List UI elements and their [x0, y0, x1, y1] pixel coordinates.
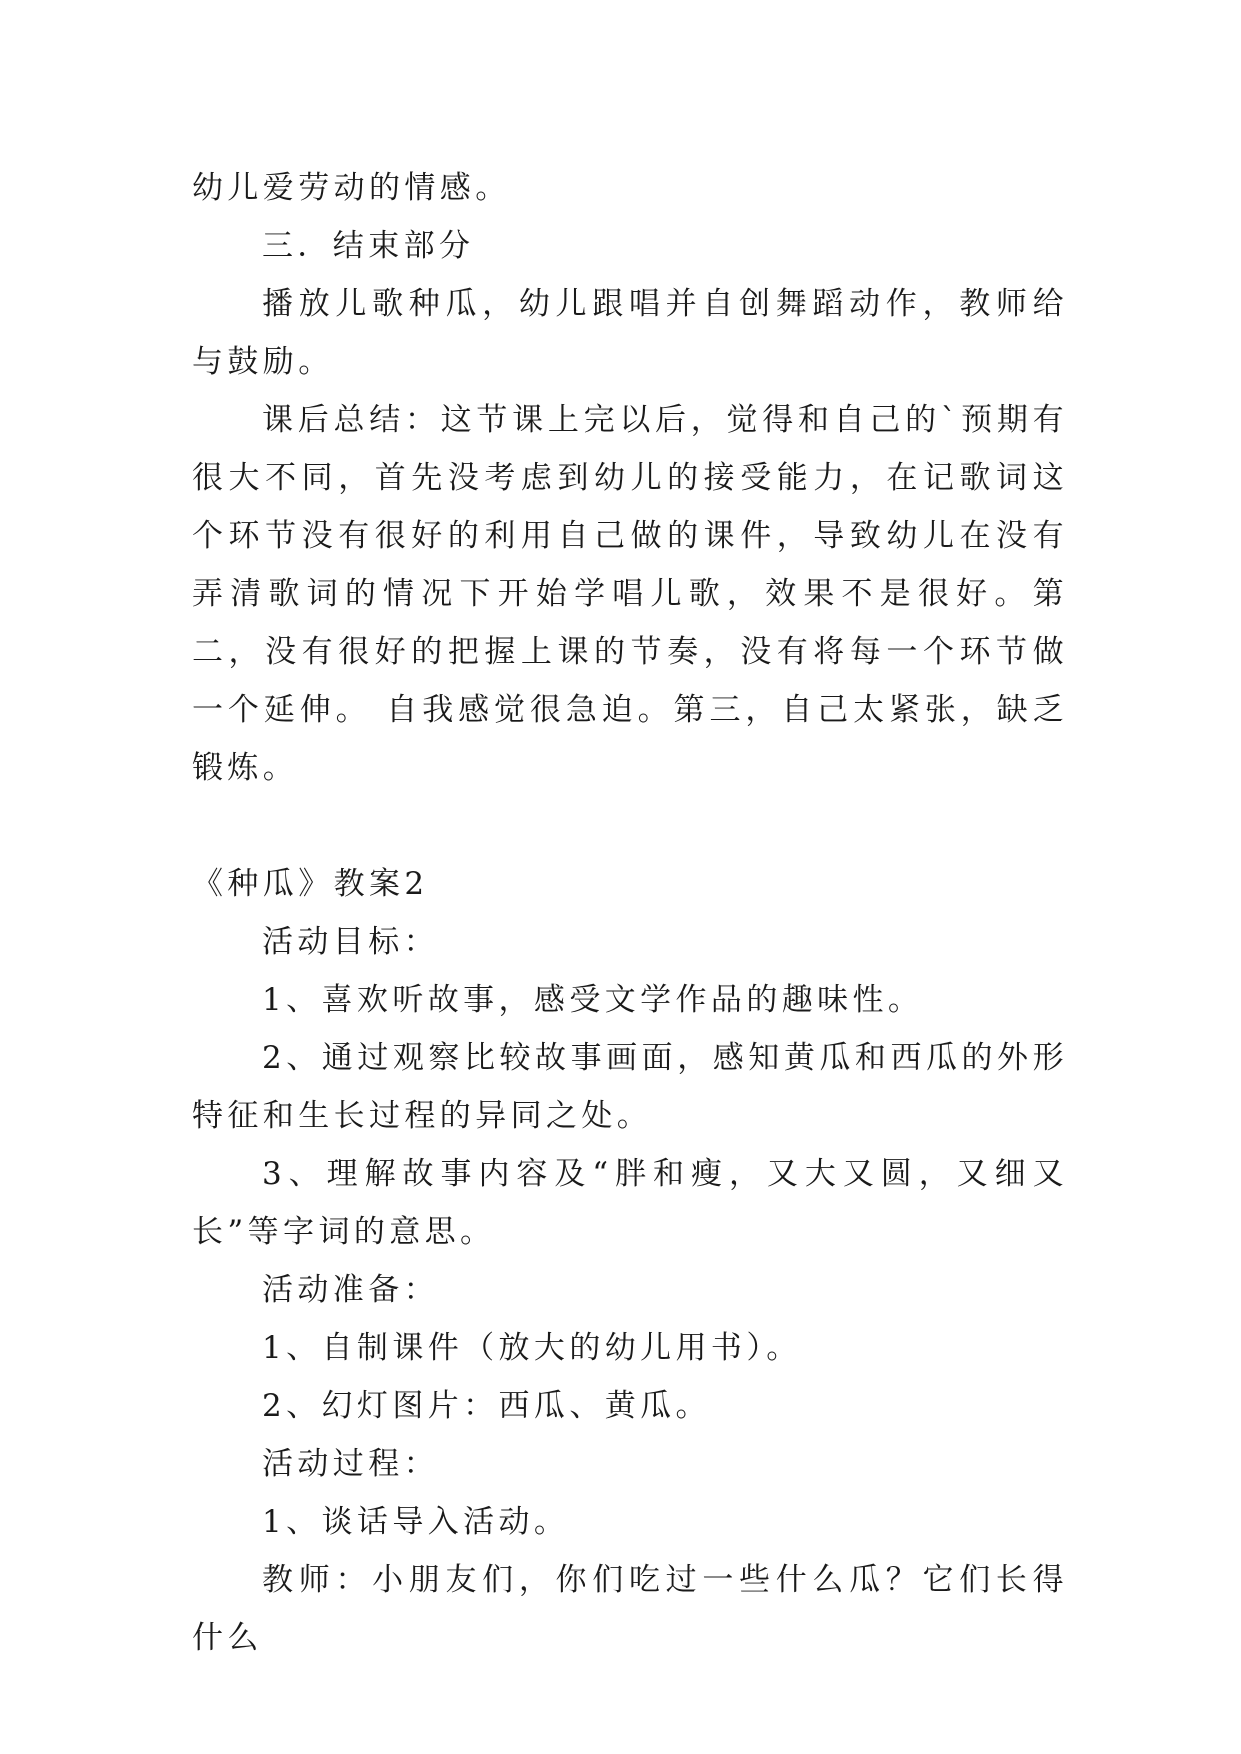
objective-item: 1、喜欢听故事，感受文学作品的趣味性。 — [262, 982, 924, 1018]
objective-item: 2、通过观察比较故事画面，感知黄瓜和西瓜的外形特征和生长过程的异同之处。 — [192, 1040, 1068, 1134]
paragraph-song: 播放儿歌种瓜，幼儿跟唱并自创舞蹈动作，教师给与鼓励。 — [192, 286, 1068, 380]
preparation-item: 2、幻灯图片：西瓜、黄瓜。 — [262, 1388, 711, 1424]
paragraph-continuation: 幼儿爱劳动的情感。 — [192, 170, 511, 206]
heading-process: 活动过程： — [262, 1446, 439, 1482]
heading-objectives: 活动目标： — [262, 924, 439, 960]
heading-preparation: 活动准备： — [262, 1272, 439, 1308]
process-item: 1、谈话导入活动。 — [262, 1504, 570, 1540]
document-body — [192, 159, 1068, 1667]
paragraph-summary: 课后总结：这节课上完以后，觉得和自己的`预期有很大不同，首先没考虑到幼儿的接受能力，在记歌词这个环节没有很好的利用自己做的课件，导致幼儿在没有弄清歌词的情况下开始学唱儿歌，效果不是很好。第二，没有很好的把握上课的节奏，没有将每一个环节做一个延伸。 自我感觉很急迫。第三，自己太紧张，缺乏锻炼。 — [192, 402, 1068, 786]
section-heading-conclusion: 三．结束部分 — [262, 228, 475, 264]
lesson-title: 《种瓜》教案2 — [192, 866, 429, 902]
objective-item: 3、理解故事内容及“胖和瘦，又大又圆，又细又长”等字词的意思。 — [192, 1156, 1068, 1250]
preparation-item: 1、自制课件（放大的幼儿用书）。 — [262, 1330, 802, 1366]
teacher-dialogue: 教师：小朋友们，你们吃过一些什么瓜？它们长得什么 — [192, 1562, 1068, 1656]
